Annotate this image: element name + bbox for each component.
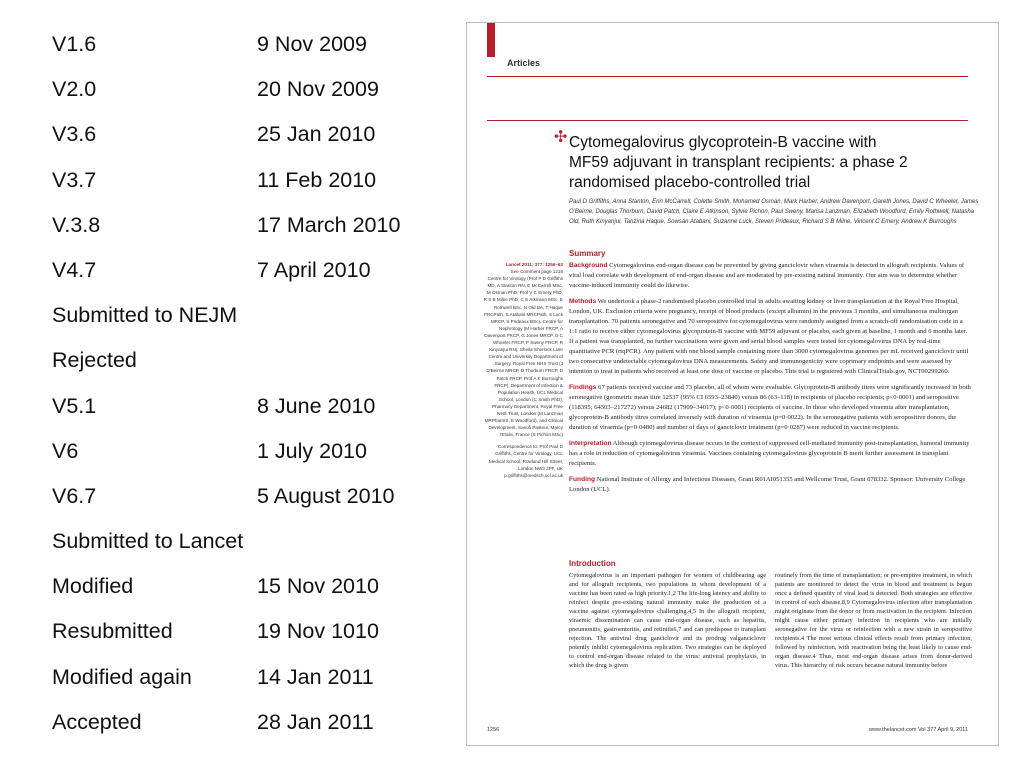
revision-timeline <box>52 22 452 745</box>
crossmark-icon: ✣ <box>554 127 568 146</box>
timeline-row <box>52 700 452 745</box>
timeline-label: V6 <box>52 438 79 463</box>
abstract-text: 67 patients received vaccine and 73 placebo, all of whom were evaluable. Glycoprotein-B antibody titres were significantly increased in both seronegative (geometric mean titre 12537 (95% CI 6593–23840) versus 86 (63–118) in recipients of placebo recipients; p<0·0001) and seropositive (118395; 64503–217272) versus 24682 (17909–34017); p<0·0001) recipients of vaccine. In those who developed viraemia after transplantation, glycoprotein-B antibody titres correlated inversely with duration of viraemia (p=0·0022). In the seronegative patients with seropositive donors, the duration of viraemia (p=0·0480) and number of days of ganciclovir treatment (p=0·0287) were reduced in vaccine recipients. <box>569 384 971 431</box>
abstract-paragraph <box>569 439 971 469</box>
abstract-heading: Background <box>569 262 608 269</box>
timeline-row <box>52 338 452 383</box>
timeline-date: 15 Nov 2010 <box>257 574 379 599</box>
timeline-date: 19 Nov 1010 <box>257 619 379 644</box>
abstract-text: National Institute of Allergy and Infectious Diseases, Grant R01AI051355 and Wellcome Trust, Grant 078332. Sponsor: University College London (UCL). <box>569 476 966 493</box>
timeline-label: Modified again <box>52 664 192 689</box>
timeline-row <box>52 22 452 67</box>
abstract-heading: Methods <box>569 298 597 305</box>
introduction-column-1: Cytomegalovirus is an important pathogen for women of childbearing age and for allograft recipients, two populations in whom development of a vaccine has been rated as high priority.1,2 The life-long latency and ability to reinfect despite pre-existing natural immunity make the production of a vaccine against cytomegalovirus challenging.4,5 In the allograft recipient, viraemic dissemination can cause end-organ disease, such as hepatitis, pneumonitis, gastroenteritis, and retinitis6,7 and can predispose to transplant rejection. The antiviral drug ganciclovir and its prodrug valganciclovir potently inhibit cytomegalovirus replication. Two strategies can be deployed to control end-organ disease related to the virus: antiviral prophylaxis, in which the drug is given <box>569 572 766 669</box>
timeline-label: Submitted to Lancet <box>52 529 244 554</box>
abstract-heading: Funding <box>569 476 595 483</box>
timeline-label: V3.6 <box>52 122 97 147</box>
timeline-date: 7 April 2010 <box>257 257 371 282</box>
timeline-label: Accepted <box>52 709 142 734</box>
author-list: Paul D Griffiths, Anna Stanton, Erin McCarrell, Colette Smith, Mohamed Osman, Mark Harber, Andrew Davenport, Gareth Jones, David C Wheeler, James O'Beirne, Douglas Thorburn, David Patch, Claire E Atkinson, Sylvie Pichon, Paul Sweny, Marisa Lanzman, Elizabeth Woodford, Emily Rothwell, Natasha Old, Ruth Kinyanjui, Tanzina Haque, Sowsan Atabani, Suzanne Luck, Steven Prideaux, Richard S B Milne, Vincent C Emery, Andrew K Burroughs <box>569 199 979 225</box>
timeline-label: V4.7 <box>52 257 97 282</box>
abstract-paragraph <box>569 261 971 291</box>
abstract-text: Although cytomegalovirus disease occurs in the context of suppressed cell-mediated immunity post-transplantation, humoral immunity has a role in reduction of cytomegalovirus viraemia. Vaccines containing cytomegalovirus glycoprotein B merit further assessment in transplant recipients. <box>569 440 970 467</box>
timeline-date: 17 March 2010 <box>257 212 401 237</box>
correspondence: Correspondence to: Prof Paul D Griffiths, Centre for Virology, UCL Medical School, Rowland Hill Street, London NW3 2PF, UK p.griffiths@medsch.ucl.ac.uk <box>488 444 563 478</box>
timeline-row <box>52 655 452 700</box>
timeline-row <box>52 384 452 429</box>
introduction-heading: Introduction <box>569 559 616 568</box>
timeline-label: V.3.8 <box>52 212 101 237</box>
timeline-row <box>52 564 452 609</box>
timeline-label: V1.6 <box>52 32 97 56</box>
abstract-text: Cytomegalovirus end-organ disease can be prevented by giving ganciclovir when viraemia is detected in allograft recipients. Values of viral load correlate with development of end-organ disease and are moderated by pre-existing natural immunity. Our aim was to determine whether vaccine-induced immunity could do likewise. <box>569 262 965 289</box>
abstract-paragraph <box>569 297 971 377</box>
article-page-image <box>466 22 999 746</box>
timeline-date: 11 Feb 2010 <box>257 167 377 192</box>
abstract-text: We undertook a phase-2 randomised placebo controlled trial in adults awaiting kidney or liver transplantation at the Royal Free Hospital, London, UK. Exclusion criteria were pregnancy, receipt of blood products (except albumin) in the previous 3 months, and simultaneous multiorgan transplantation. 70 patients seronegative and 70 seropositive for cytomegalovirus were randomly assigned from a scratch-off randomisation code in a 1:1 ratio to receive either cytomegalovirus glycoprotein-B vaccine with MF59 adjuvant or placebo, each given at baseline, 1 month and 6 months later. If a patient was transplanted, no further vaccinations were given and serial blood samples were tested for cytomegalovirus DNA by real-time quantitative PCR (rtqPCR). Any patient with one blood sample containing more than 3000 cytomegalovirus genomes per mL received ganciclovir until two consecutive undetectable cytomegalovirus DNA measurements. Safety and immunogenicity were coprimary endpoints and were assessed by intention to treat in patients who received at least one dose of vaccine or placebo. This trial is registered with ClinicalTrials.gov, NCT00299260. <box>569 298 969 375</box>
divider <box>487 120 968 121</box>
abstract-paragraph <box>569 383 971 433</box>
article-sidebar <box>483 261 563 479</box>
timeline-row <box>52 519 452 564</box>
abstract-paragraph <box>569 475 971 495</box>
page-number: 1256 <box>487 727 500 733</box>
timeline-label: Rejected <box>52 348 137 373</box>
abstract <box>569 261 971 501</box>
summary-heading: Summary <box>569 249 606 258</box>
timeline-date: 28 Jan 2011 <box>257 709 374 734</box>
timeline-label: V3.7 <box>52 167 97 192</box>
abstract-heading: Findings <box>569 384 597 391</box>
timeline-label: Modified <box>52 574 134 599</box>
journal-accent-bar <box>487 23 495 57</box>
divider <box>487 76 968 77</box>
timeline-label: Submitted to NEJM <box>52 303 238 328</box>
comment-link[interactable]: See Comment page 1216 <box>510 269 563 275</box>
section-label: Articles <box>507 58 541 68</box>
timeline-date: 25 Jan 2010 <box>257 122 376 147</box>
timeline-row <box>52 112 452 157</box>
timeline-date: 1 July 2010 <box>257 438 367 463</box>
timeline-row <box>52 609 452 654</box>
introduction-column-2: routinely from the time of transplantation; or pre-emptive treatment, in which patients are monitored to detect the virus in blood and treatment is begun once a defined quantity of viral load is detected. Both strategies are effective in control of such disease.8,9 Cytomegalovirus infection after transplantation might originate from the donor or from reactivation in the recipient. Infection might cause either primary infection in recipients who are initially seronegative for the virus or reinfection with a new strain in seropositive recipients.4 The most serious clinical effects result from primary infection, followed by reinfection, with reactivation being the least likely to cause end-organ disease.4 Thus, most end-organ disease arises from donor-derived virus. This hierarchy of risk occurs because natural immunity before <box>775 572 972 669</box>
timeline-label: V5.1 <box>52 393 97 418</box>
timeline-row <box>52 203 452 248</box>
timeline-row <box>52 248 452 293</box>
journal-footer: www.thelancet.com Vol 377 April 9, 2011 <box>869 727 968 733</box>
timeline-date: 14 Jan 2011 <box>257 664 374 689</box>
timeline-row <box>52 474 452 519</box>
timeline-label: Resubmitted <box>52 619 173 644</box>
timeline-row <box>52 67 452 112</box>
timeline-row <box>52 429 452 474</box>
timeline-label: V6.7 <box>52 483 97 508</box>
affiliations: Centre for Virology (Prof P D Griffiths MD, A Stanton RN, E McCarrell MSc, M Osman PhD, Prof V C Emery PhD, R S B Milne PhD, C E Atkinson MSc, E Rothwell BSc, N Old BA, T Haque FRCPath, S Atabani MRCPath, S Luck MRCP, S Prideaux BSc), Centre for Nephrology (M Harber FRCP, A Davenport FRCP, G Jones MRCP, D C Wheeler FRCP, P Sweny FRCP, R Kinyanjui RN), Sheila Sherlock Liver Centre and University Department of Surgery, Royal Free NHS Trust (J O'Beirne MRCP, D Thorburn FRCP, D Patch FRCP, Prof A K Burroughs FRCP), Department of Infection & Population Health, UCL Medical School, London (C Smith PhD), Pharmacy Department, Royal Free NHS Trust, London (M Lanzman MRPharmS, E Woodford), and Clinical Development, Sanofi Pasteur, Marcy l'Etoile, France (S Pichon MSc) <box>483 276 563 438</box>
timeline-row <box>52 293 452 338</box>
abstract-heading: Interpretation <box>569 440 612 447</box>
timeline-label: V2.0 <box>52 77 97 102</box>
timeline-row <box>52 158 452 203</box>
timeline-date: 5 August 2010 <box>257 483 395 508</box>
timeline-date: 9 Nov 2009 <box>257 32 367 56</box>
timeline-date: 8 June 2010 <box>257 393 376 418</box>
article-title: Cytomegalovirus glycoprotein-B vaccine with MF59 adjuvant in transplant recipients: a phase 2 randomised placebo-controlled trial <box>569 134 908 191</box>
citation: Lancet 2011; 377: 1256–63 <box>505 262 563 267</box>
timeline-date: 20 Nov 2009 <box>257 77 379 102</box>
